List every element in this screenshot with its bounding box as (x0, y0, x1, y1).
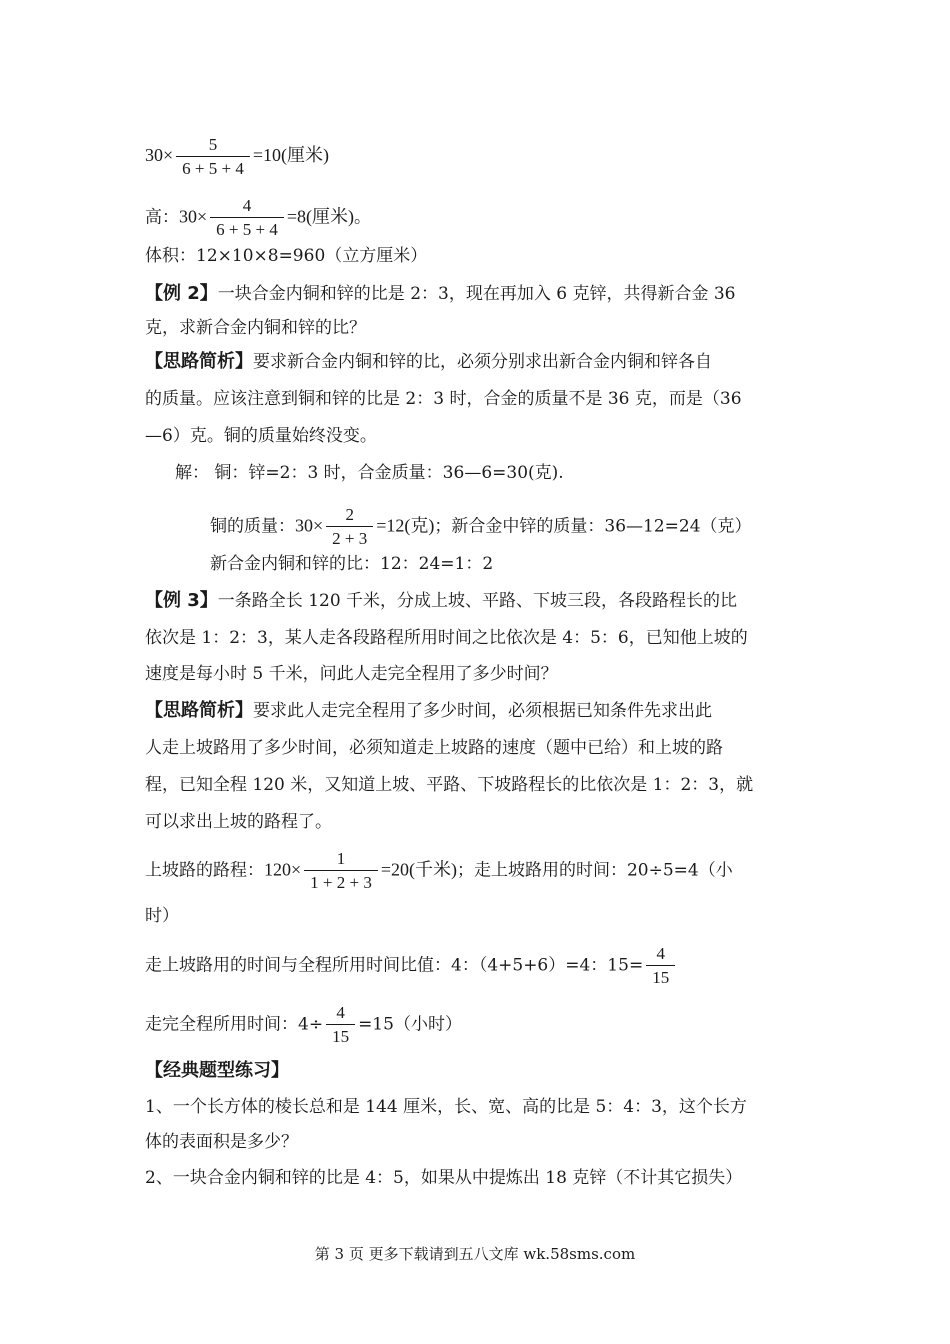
hint-2-line-2: 的质量。应该注意到铜和锌的比是 2：3 时，合金的质量不是 36 克，而是（36 (145, 389, 742, 409)
calc-rest: ；新合金中锌的质量：36—12=24（克） (434, 516, 752, 537)
fraction-numerator: 4 (242, 196, 252, 215)
example-2-line-1 (145, 282, 820, 306)
volume-line: 体积：12×10×8=960（立方厘米） (145, 246, 428, 266)
hint-3-line-2: 人走上坡路用了多少时间，必须知道走上坡路的速度（题中已给）和上坡的路 (145, 738, 723, 758)
calc-result: =20(千米) (380, 859, 457, 880)
calc-lead: 30× (179, 206, 208, 227)
uphill-distance-line (145, 849, 820, 893)
fraction (326, 1003, 355, 1047)
calc-lead: 120× (264, 859, 302, 880)
fraction (176, 135, 250, 179)
time-ratio-text: 走上坡路用的时间与全程所用时间比值：4：（4+5+6）=4：15= (145, 955, 644, 976)
calc-rest: ；走上坡路用的时间：20÷5=4（小 (456, 860, 733, 881)
calc-result: =10(厘米) (252, 145, 329, 166)
fraction-numerator: 5 (208, 135, 218, 154)
hint-2-line-1 (145, 350, 820, 374)
example-2-text: 一块合金内铜和锌的比是 2：3，现在再加入 6 克锌，共得新合金 36 (217, 284, 736, 304)
practice-heading (145, 1059, 820, 1083)
example-3-line-1 (145, 589, 820, 613)
fraction-numerator: 1 (336, 849, 346, 868)
hour-unit-line: 时） (145, 906, 179, 926)
time-ratio-line (145, 944, 820, 988)
total-time-result: =15（小时） (358, 1014, 462, 1035)
calc-label: 上坡路的路程： (145, 860, 264, 881)
hint-3-line-3: 程，已知全程 120 米，又知道上坡、平路、下坡路程长的比依次是 1：2：3，就 (145, 775, 754, 795)
fraction-denominator: 6 + 5 + 4 (176, 156, 250, 179)
solution-2-line: 解： 铜：锌=2：3 时，合金质量：36—6=30(克). (175, 463, 564, 483)
fraction-denominator: 15 (646, 965, 675, 988)
example-3-line-3: 速度是每小时 5 千米，问此人走完全程用了多少时间？ (145, 664, 558, 684)
page-footer: 第 3 页 更多下载请到五八文库 wk.58sms.com (314, 1245, 636, 1263)
total-time-line (145, 1003, 820, 1047)
period: 。 (353, 207, 371, 228)
copper-mass-line (210, 505, 820, 549)
fraction (304, 849, 378, 893)
hint-3-line-4: 可以求出上坡的路程了。 (145, 812, 332, 832)
example-3-tag: 【例 3】 (145, 590, 218, 611)
hint-2-line-3: —6）克。铜的质量始终没变。 (145, 426, 377, 446)
example-3-line-2: 依次是 1：2：3，某人走各段路程所用时间之比依次是 4：5：6，已知他上坡的 (145, 628, 748, 648)
hint-3-line-1 (145, 699, 820, 723)
calc-lead: 30× (145, 145, 174, 166)
practice-question-1-line-1: 1、一个长方体的棱长总和是 144 厘米，长、宽、高的比是 5：4：3，这个长方 (145, 1097, 747, 1117)
example-2-tag: 【例 2】 (145, 283, 218, 304)
hint-2-text: 要求新合金内铜和锌的比，必须分别求出新合金内铜和锌各自 (253, 352, 712, 372)
fraction-denominator: 15 (326, 1024, 355, 1047)
calc-result: =12(克) (376, 515, 435, 536)
example-3-text: 一条路全长 120 千米，分成上坡、平路、下坡三段，各段路程长的比 (217, 591, 738, 611)
fraction-numerator: 2 (345, 505, 354, 524)
fraction-denominator: 1 + 2 + 3 (304, 870, 378, 893)
calc-lead: 30× (295, 515, 324, 536)
fraction-numerator: 4 (336, 1003, 345, 1022)
fraction-denominator: 6 + 5 + 4 (210, 217, 284, 240)
fraction-numerator: 4 (656, 944, 665, 963)
fraction-denominator: 2 + 3 (326, 526, 373, 549)
total-time-lead: 走完全程所用时间：4÷ (145, 1014, 324, 1035)
fraction (646, 944, 675, 988)
practice-question-2: 2、一块合金内铜和锌的比是 4：5，如果从中提炼出 18 克锌（不计其它损失） (145, 1168, 743, 1188)
example-2-line-2: 克，求新合金内铜和锌的比？ (145, 318, 366, 338)
calc-label: 高： (145, 207, 179, 228)
hint-3-text: 要求此人走完全程用了多少时间，必须根据已知条件先求出此 (253, 701, 712, 721)
fraction (326, 505, 373, 549)
calc-result: =8(厘米) (286, 206, 354, 227)
practice-title: 【经典题型练习】 (145, 1060, 289, 1081)
hint-3-tag: 【思路简析】 (145, 700, 253, 721)
calc-length-line (145, 135, 820, 179)
ratio-2-line: 新合金内铜和锌的比：12：24=1：2 (210, 554, 494, 574)
fraction (210, 196, 284, 240)
calc-height-line (145, 196, 820, 240)
calc-label: 铜的质量： (210, 516, 295, 537)
hint-2-tag: 【思路简析】 (145, 351, 253, 372)
practice-question-1-line-2: 体的表面积是多少？ (145, 1132, 298, 1152)
